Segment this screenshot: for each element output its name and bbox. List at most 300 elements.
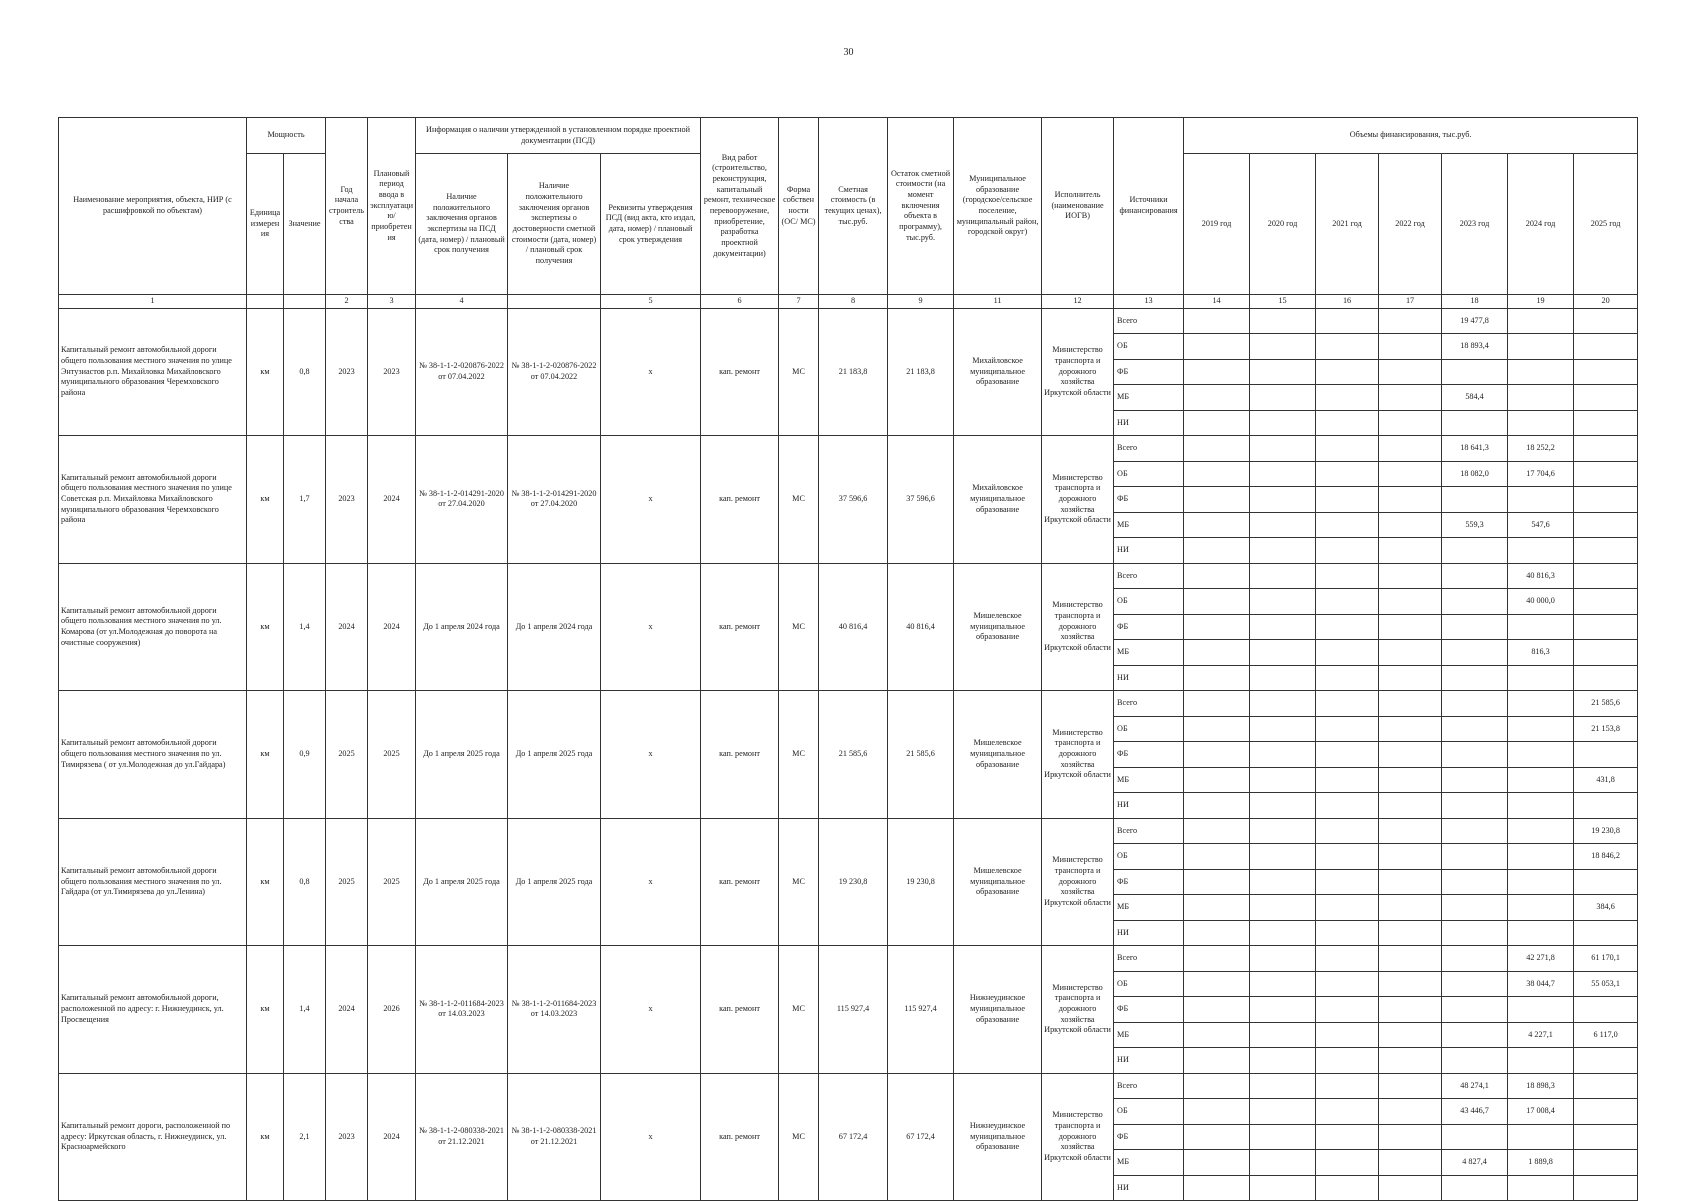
funding-source-label: Всего: [1114, 308, 1184, 334]
funding-source-label: НИ: [1114, 1048, 1184, 1074]
column-number: 16: [1316, 295, 1379, 309]
funding-value: [1316, 1124, 1379, 1150]
funding-value: [1442, 589, 1508, 615]
page-number: 30: [843, 47, 854, 58]
object-name: Капитальный ремонт автомобильной дороги общего пользования местного значения по улице Энтузиастов р.п. Михайловка Михайловского муниципального образования Черемховского района: [59, 308, 247, 436]
header-start-year: Год начала строительства: [326, 118, 368, 295]
object-psd-positive: До 1 апреля 2024 года: [416, 563, 508, 691]
object-municipality: Мишелевское муниципальное образование: [954, 818, 1042, 946]
column-number: 15: [1250, 295, 1316, 309]
funding-value: 18 846,2: [1574, 844, 1638, 870]
funding-value: [1184, 589, 1250, 615]
funding-value: [1184, 895, 1250, 921]
funding-value: [1184, 665, 1250, 691]
funding-value: [1250, 640, 1316, 666]
header-psd-info: Информация о наличии утвержденной в установленном порядке проектной документации (ПСД): [416, 118, 701, 154]
funding-value: [1184, 767, 1250, 793]
funding-source-label: Всего: [1114, 563, 1184, 589]
column-number: 11: [954, 295, 1042, 309]
funding-source-label: ОБ: [1114, 1099, 1184, 1125]
object-estimated-cost: 67 172,4: [819, 1073, 888, 1201]
funding-value: [1316, 1048, 1379, 1074]
object-value: 0,9: [284, 691, 326, 819]
object-start-year: 2024: [326, 563, 368, 691]
object-municipality: Нижнеудинское муниципальное образование: [954, 1073, 1042, 1201]
funding-value: 55 053,1: [1574, 971, 1638, 997]
object-psd-estimate: № 38-1-1-2-011684-2023 от 14.03.2023: [508, 946, 601, 1074]
funding-value: [1379, 793, 1442, 819]
funding-value: [1184, 1099, 1250, 1125]
object-estimated-cost: 40 816,4: [819, 563, 888, 691]
funding-value: [1508, 538, 1574, 564]
funding-value: [1508, 920, 1574, 946]
funding-value: [1250, 895, 1316, 921]
funding-value: [1250, 410, 1316, 436]
funding-source-label: НИ: [1114, 410, 1184, 436]
funding-source-label: ОБ: [1114, 844, 1184, 870]
funding-value: [1250, 767, 1316, 793]
funding-value: [1442, 691, 1508, 717]
funding-value: [1379, 1073, 1442, 1099]
funding-value: [1184, 742, 1250, 768]
funding-source-label: НИ: [1114, 1175, 1184, 1201]
object-psd-requisites: х: [601, 691, 701, 819]
object-estimated-cost: 19 230,8: [819, 818, 888, 946]
funding-value: [1184, 308, 1250, 334]
funding-value: [1316, 589, 1379, 615]
header-psd-estimate: Наличие положительного заключения органов экспертизы о достоверности сметной стоимости (дата, номер) / плановый срок получения: [508, 154, 601, 295]
object-unit: км: [247, 308, 284, 436]
object-value: 1,7: [284, 436, 326, 564]
header-name: Наименование мероприятия, объекта, НИР (с расшифровкой по объектам): [59, 118, 247, 295]
funding-value: [1508, 385, 1574, 411]
object-psd-requisites: х: [601, 563, 701, 691]
funding-value: [1250, 716, 1316, 742]
funding-value: [1379, 818, 1442, 844]
funding-value: [1250, 869, 1316, 895]
funding-value: [1379, 385, 1442, 411]
object-psd-positive: № 38-1-1-2-011684-2023 от 14.03.2023: [416, 946, 508, 1074]
object-start-year: 2023: [326, 308, 368, 436]
funding-value: [1250, 946, 1316, 972]
header-funding: Объемы финансирования, тыс.руб.: [1184, 118, 1638, 154]
funding-value: [1379, 640, 1442, 666]
funding-value: [1184, 563, 1250, 589]
object-start-year: 2023: [326, 1073, 368, 1201]
funding-value: [1574, 665, 1638, 691]
funding-value: [1250, 665, 1316, 691]
column-number: 20: [1574, 295, 1638, 309]
object-start-year: 2025: [326, 818, 368, 946]
object-remaining-cost: 115 927,4: [888, 946, 954, 1074]
funding-value: [1574, 334, 1638, 360]
object-work-type: кап. ремонт: [701, 1073, 779, 1201]
funding-value: [1379, 589, 1442, 615]
funding-value: 18 252,2: [1508, 436, 1574, 462]
funding-value: [1184, 793, 1250, 819]
funding-value: [1250, 1150, 1316, 1176]
funding-value: [1508, 818, 1574, 844]
funding-value: [1508, 665, 1574, 691]
table-row: [59, 946, 1638, 972]
object-municipality: Михайловское муниципальное образование: [954, 436, 1042, 564]
object-executor: Министерство транспорта и дорожного хозяйства Иркутской области: [1042, 818, 1114, 946]
object-value: 1,4: [284, 563, 326, 691]
funding-value: [1442, 640, 1508, 666]
funding-value: [1574, 920, 1638, 946]
object-name: Капитальный ремонт автомобильной дороги общего пользования местного значения по ул. Тимирязева ( от ул.Молодежная до ул.Гайдара): [59, 691, 247, 819]
funding-source-label: МБ: [1114, 640, 1184, 666]
column-number: 19: [1508, 295, 1574, 309]
funding-value: [1316, 359, 1379, 385]
object-executor: Министерство транспорта и дорожного хозяйства Иркутской области: [1042, 1073, 1114, 1201]
funding-value: [1379, 895, 1442, 921]
funding-value: [1184, 691, 1250, 717]
header-executor: Исполнитель (наименование ИОГВ): [1042, 118, 1114, 295]
column-number: 13: [1114, 295, 1184, 309]
object-planned-period: 2024: [368, 563, 416, 691]
object-work-type: кап. ремонт: [701, 563, 779, 691]
object-psd-positive: № 38-1-1-2-080338-2021 от 21.12.2021: [416, 1073, 508, 1201]
object-value: 1,4: [284, 946, 326, 1074]
funding-value: 19 230,8: [1574, 818, 1638, 844]
funding-value: [1508, 334, 1574, 360]
funding-value: [1442, 895, 1508, 921]
object-psd-positive: До 1 апреля 2025 года: [416, 691, 508, 819]
funding-value: [1250, 818, 1316, 844]
funding-value: [1316, 895, 1379, 921]
object-planned-period: 2026: [368, 946, 416, 1074]
funding-value: [1250, 487, 1316, 513]
object-estimated-cost: 37 596,6: [819, 436, 888, 564]
funding-value: [1574, 869, 1638, 895]
funding-value: [1316, 410, 1379, 436]
funding-value: [1184, 385, 1250, 411]
funding-value: [1379, 512, 1442, 538]
funding-value: [1316, 385, 1379, 411]
funding-value: [1250, 971, 1316, 997]
object-value: 0,8: [284, 818, 326, 946]
column-number: 14: [1184, 295, 1250, 309]
funding-value: [1316, 614, 1379, 640]
object-work-type: кап. ремонт: [701, 436, 779, 564]
funding-value: [1316, 1175, 1379, 1201]
funding-value: [1574, 1073, 1638, 1099]
funding-value: [1574, 410, 1638, 436]
header-unit: Единица измерения: [247, 154, 284, 295]
funding-value: [1250, 563, 1316, 589]
funding-source-label: ФБ: [1114, 997, 1184, 1023]
funding-value: [1184, 359, 1250, 385]
funding-value: [1316, 869, 1379, 895]
funding-source-label: Всего: [1114, 946, 1184, 972]
funding-value: [1250, 1099, 1316, 1125]
funding-value: [1250, 359, 1316, 385]
funding-value: 584,4: [1442, 385, 1508, 411]
funding-source-label: ОБ: [1114, 334, 1184, 360]
funding-value: [1442, 716, 1508, 742]
funding-value: [1574, 563, 1638, 589]
column-number: 7: [779, 295, 819, 309]
funding-value: [1574, 538, 1638, 564]
funding-value: [1316, 691, 1379, 717]
funding-source-label: МБ: [1114, 767, 1184, 793]
funding-value: [1442, 971, 1508, 997]
funding-value: [1574, 614, 1638, 640]
funding-value: [1250, 844, 1316, 870]
funding-value: 38 044,7: [1508, 971, 1574, 997]
funding-value: [1442, 665, 1508, 691]
object-planned-period: 2025: [368, 691, 416, 819]
funding-value: [1316, 971, 1379, 997]
funding-value: [1442, 487, 1508, 513]
funding-value: [1508, 487, 1574, 513]
object-executor: Министерство транспорта и дорожного хозяйства Иркутской области: [1042, 691, 1114, 819]
funding-source-label: ОБ: [1114, 589, 1184, 615]
object-remaining-cost: 21 585,6: [888, 691, 954, 819]
object-psd-estimate: № 38-1-1-2-014291-2020 от 27.04.2020: [508, 436, 601, 564]
funding-value: [1379, 971, 1442, 997]
funding-value: [1316, 793, 1379, 819]
funding-value: [1184, 614, 1250, 640]
funding-value: [1574, 997, 1638, 1023]
header-psd-positive: Наличие положительного заключения органов экспертизы на ПСД (дата, номер) / плановый срок получения: [416, 154, 508, 295]
object-psd-estimate: До 1 апреля 2024 года: [508, 563, 601, 691]
funding-value: [1574, 385, 1638, 411]
funding-value: [1508, 308, 1574, 334]
funding-value: [1316, 436, 1379, 462]
funding-value: [1379, 436, 1442, 462]
funding-value: [1442, 410, 1508, 436]
funding-source-label: ФБ: [1114, 487, 1184, 513]
header-year-2023: 2023 год: [1442, 154, 1508, 295]
funding-value: [1316, 946, 1379, 972]
funding-value: [1379, 997, 1442, 1023]
object-start-year: 2023: [326, 436, 368, 564]
funding-value: [1508, 614, 1574, 640]
funding-value: [1184, 1022, 1250, 1048]
funding-value: [1379, 1124, 1442, 1150]
funding-value: [1508, 716, 1574, 742]
funding-value: 61 170,1: [1574, 946, 1638, 972]
object-psd-requisites: х: [601, 436, 701, 564]
funding-value: [1574, 487, 1638, 513]
object-executor: Министерство транспорта и дорожного хозяйства Иркутской области: [1042, 436, 1114, 564]
funding-value: [1442, 997, 1508, 1023]
funding-value: [1316, 844, 1379, 870]
funding-value: [1574, 742, 1638, 768]
funding-value: [1184, 436, 1250, 462]
column-number: 8: [819, 295, 888, 309]
object-executor: Министерство транспорта и дорожного хозяйства Иркутской области: [1042, 563, 1114, 691]
table-row: [59, 1073, 1638, 1099]
funding-value: [1379, 869, 1442, 895]
object-remaining-cost: 40 816,4: [888, 563, 954, 691]
object-ownership: МС: [779, 563, 819, 691]
funding-value: [1184, 818, 1250, 844]
object-name: Капитальный ремонт дороги, расположенной по адресу: Иркутская область, г. Нижнеудинск, ул. Красноармейского: [59, 1073, 247, 1201]
funding-value: [1574, 1124, 1638, 1150]
object-psd-requisites: х: [601, 946, 701, 1074]
funding-value: 18 898,3: [1508, 1073, 1574, 1099]
header-year-2020: 2020 год: [1250, 154, 1316, 295]
funding-value: [1574, 793, 1638, 819]
funding-value: [1442, 359, 1508, 385]
funding-value: [1316, 563, 1379, 589]
funding-value: [1250, 308, 1316, 334]
funding-value: 42 271,8: [1508, 946, 1574, 972]
column-number: 3: [368, 295, 416, 309]
object-planned-period: 2025: [368, 818, 416, 946]
object-ownership: МС: [779, 1073, 819, 1201]
object-psd-estimate: № 38-1-1-2-020876-2022 от 07.04.2022: [508, 308, 601, 436]
funding-value: [1184, 1124, 1250, 1150]
funding-value: [1442, 1175, 1508, 1201]
funding-value: [1316, 920, 1379, 946]
funding-value: [1316, 818, 1379, 844]
object-name: Капитальный ремонт автомобильной дороги, расположенной по адресу: г. Нижнеудинск, ул. Просвещения: [59, 946, 247, 1074]
object-start-year: 2024: [326, 946, 368, 1074]
funding-value: [1316, 742, 1379, 768]
funding-value: [1574, 1175, 1638, 1201]
funding-value: [1379, 308, 1442, 334]
funding-value: [1379, 487, 1442, 513]
funding-value: [1316, 487, 1379, 513]
object-unit: км: [247, 563, 284, 691]
funding-value: [1442, 844, 1508, 870]
funding-value: [1379, 1099, 1442, 1125]
funding-value: 43 446,7: [1442, 1099, 1508, 1125]
funding-value: [1379, 946, 1442, 972]
funding-value: [1379, 359, 1442, 385]
table-row: [59, 691, 1638, 717]
funding-value: [1250, 1048, 1316, 1074]
column-number: [508, 295, 601, 309]
funding-value: [1379, 1048, 1442, 1074]
funding-value: [1379, 334, 1442, 360]
funding-value: [1442, 793, 1508, 819]
funding-value: [1574, 1099, 1638, 1125]
funding-value: [1379, 742, 1442, 768]
funding-source-label: Всего: [1114, 691, 1184, 717]
funding-source-label: ФБ: [1114, 869, 1184, 895]
funding-source-label: НИ: [1114, 538, 1184, 564]
funding-value: [1379, 563, 1442, 589]
funding-value: [1184, 971, 1250, 997]
object-work-type: кап. ремонт: [701, 691, 779, 819]
funding-value: [1442, 1022, 1508, 1048]
funding-value: [1379, 614, 1442, 640]
funding-value: [1442, 946, 1508, 972]
funding-source-label: ФБ: [1114, 1124, 1184, 1150]
object-planned-period: 2023: [368, 308, 416, 436]
funding-value: [1442, 1124, 1508, 1150]
object-psd-requisites: х: [601, 1073, 701, 1201]
funding-value: 18 641,3: [1442, 436, 1508, 462]
funding-value: [1250, 1175, 1316, 1201]
funding-value: [1184, 946, 1250, 972]
funding-value: 21 153,8: [1574, 716, 1638, 742]
object-estimated-cost: 21 183,8: [819, 308, 888, 436]
funding-value: [1574, 589, 1638, 615]
funding-value: [1379, 844, 1442, 870]
funding-value: [1184, 461, 1250, 487]
funding-value: [1379, 538, 1442, 564]
funding-value: [1316, 716, 1379, 742]
object-municipality: Мишелевское муниципальное образование: [954, 563, 1042, 691]
funding-value: 18 082,0: [1442, 461, 1508, 487]
funding-source-label: МБ: [1114, 1022, 1184, 1048]
funding-value: [1442, 563, 1508, 589]
funding-value: [1184, 869, 1250, 895]
column-number: 6: [701, 295, 779, 309]
header-sources: Источники финансирования: [1114, 118, 1184, 295]
funding-source-label: НИ: [1114, 920, 1184, 946]
column-number: 2: [326, 295, 368, 309]
funding-value: 17 008,4: [1508, 1099, 1574, 1125]
object-work-type: кап. ремонт: [701, 946, 779, 1074]
funding-value: [1574, 308, 1638, 334]
object-remaining-cost: 21 183,8: [888, 308, 954, 436]
funding-value: [1184, 512, 1250, 538]
funding-value: [1508, 1048, 1574, 1074]
header-work-type: Вид работ (строительство, реконструкция, капитальный ремонт, техническое перевооружение, приобретение, разработка проектной документации): [701, 118, 779, 295]
funding-value: [1250, 538, 1316, 564]
column-number-row: [59, 295, 1638, 309]
funding-value: [1316, 308, 1379, 334]
funding-value: 40 816,3: [1508, 563, 1574, 589]
funding-value: [1574, 1150, 1638, 1176]
funding-value: [1574, 359, 1638, 385]
object-executor: Министерство транспорта и дорожного хозяйства Иркутской области: [1042, 308, 1114, 436]
funding-value: [1379, 665, 1442, 691]
funding-value: [1508, 767, 1574, 793]
header-year-2021: 2021 год: [1316, 154, 1379, 295]
object-psd-estimate: До 1 апреля 2025 года: [508, 818, 601, 946]
object-name: Капитальный ремонт автомобильной дороги общего пользования местного значения по ул. Гайдара (от ул.Тимирязева до ул.Ленина): [59, 818, 247, 946]
column-number: 4: [416, 295, 508, 309]
funding-value: [1184, 410, 1250, 436]
funding-value: [1379, 920, 1442, 946]
object-municipality: Михайловское муниципальное образование: [954, 308, 1042, 436]
funding-value: [1442, 1048, 1508, 1074]
funding-value: [1250, 793, 1316, 819]
funding-value: 40 000,0: [1508, 589, 1574, 615]
funding-value: [1250, 1124, 1316, 1150]
object-name: Капитальный ремонт автомобильной дороги общего пользования местного значения по улице Советская р.п. Михайловка Михайловского муниципального образования Черемховского района: [59, 436, 247, 564]
column-number: 1: [59, 295, 247, 309]
funding-value: 431,8: [1574, 767, 1638, 793]
object-unit: км: [247, 436, 284, 564]
object-remaining-cost: 67 172,4: [888, 1073, 954, 1201]
funding-value: [1508, 793, 1574, 819]
funding-value: [1184, 716, 1250, 742]
funding-value: [1184, 334, 1250, 360]
object-psd-positive: № 38-1-1-2-014291-2020 от 27.04.2020: [416, 436, 508, 564]
funding-value: [1442, 538, 1508, 564]
object-unit: км: [247, 1073, 284, 1201]
funding-value: 816,3: [1508, 640, 1574, 666]
funding-source-label: НИ: [1114, 665, 1184, 691]
funding-source-label: Всего: [1114, 1073, 1184, 1099]
column-number: 5: [601, 295, 701, 309]
object-psd-positive: № 38-1-1-2-020876-2022 от 07.04.2022: [416, 308, 508, 436]
funding-value: [1574, 1048, 1638, 1074]
object-planned-period: 2024: [368, 1073, 416, 1201]
funding-value: [1184, 538, 1250, 564]
funding-value: [1508, 742, 1574, 768]
funding-value: [1316, 1073, 1379, 1099]
